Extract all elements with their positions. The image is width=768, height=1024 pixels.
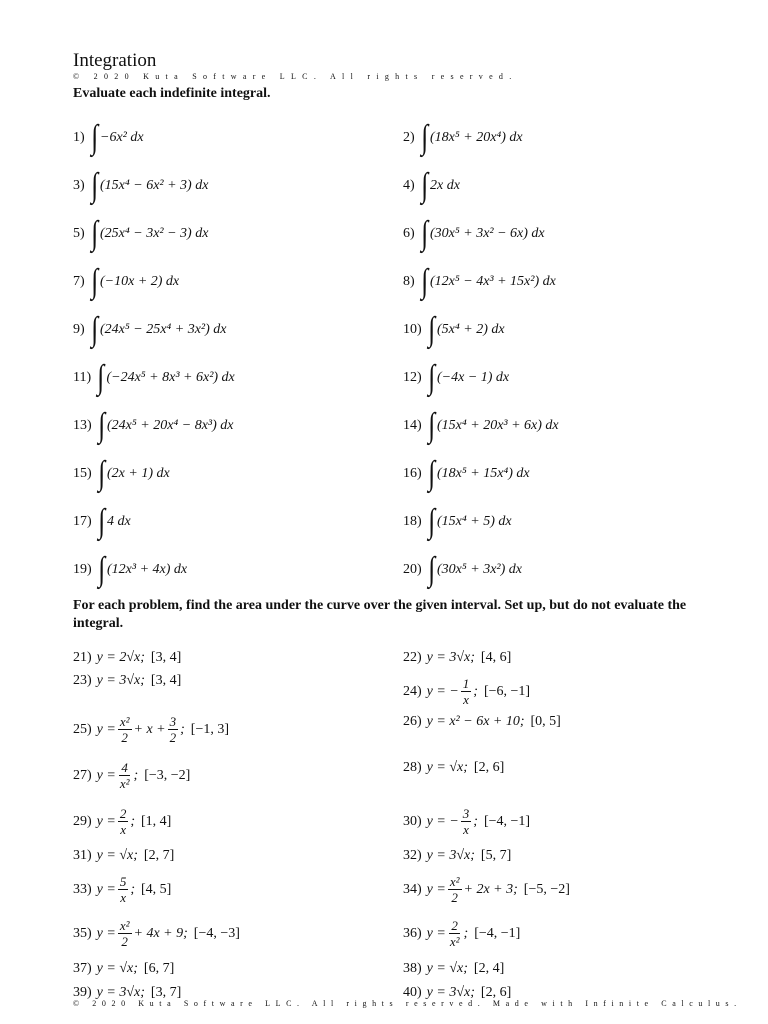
problem-12 [403,359,510,396]
problem-number: 38) [403,961,422,976]
problem-number: 15) [73,466,92,481]
integral-sign-icon: ∫ [420,215,428,252]
integrand: (25x⁴ − 3x² − 3) dx [100,226,209,241]
problem-28 [403,760,504,776]
integral-sign-icon: ∫ [420,119,428,156]
problem-number: 7) [73,274,85,289]
function-expr: y = [96,721,116,737]
problem-number: 33) [73,881,92,897]
function-expr: y = 2√x; [96,650,145,665]
problem-8 [403,263,556,300]
problem-19 [73,551,188,588]
integrand: (15x⁴ + 5) dx [437,514,512,529]
problem-number: 11) [73,370,92,385]
problem-35: 35) y = $\frac{\text{x²}}{2}$ + 4x + 9; [−4, −3] [73,918,240,949]
problem-number: 34) [403,881,422,897]
problem-4 [403,167,460,204]
problem-32 [403,848,511,864]
problem-number: 10) [403,322,422,337]
problem-15 [73,455,170,492]
problem-number: 19) [73,562,92,577]
integral-sign-icon: ∫ [90,311,98,348]
copyright-line: © 2020 Kuta Software LLC. All rights reserved. [73,72,518,81]
problem-14 [403,407,559,444]
problem-24: 24) y = − $\frac{1}{x}$ ; [−6, −1] [403,676,531,707]
problem-number: 4) [403,178,415,193]
problem-number: 37) [73,961,92,976]
interval: [2, 6] [480,985,512,1000]
integral-sign-icon: ∫ [420,167,428,204]
interval: [2, 6] [473,760,505,775]
function-expr: y = √x; [426,760,468,775]
problem-27: 27) y = $\frac{4}{\text{x²}}$ ; [−3, −2] [73,760,191,791]
problem-25: 25) y = $\frac{\text{x²}}{2}$ + x + $\frac{3}{2}$ ; [−1, 3] [73,714,230,745]
integral-sign-icon: ∫ [427,551,435,588]
problem-36: 36) y = $\frac{2}{\text{x²}}$ ; [−4, −1] [403,918,521,949]
problem-34: 34) y = $\frac{\text{x²}}{2}$ + 2x + 3; [−5, −2] [403,874,570,905]
interval: [3, 7] [150,985,182,1000]
integral-sign-icon: ∫ [420,263,428,300]
problem-number: 26) [403,714,422,729]
integrand: (5x⁴ + 2) dx [437,322,505,337]
problem-number: 23) [73,673,92,688]
problem-number: 3) [73,178,85,193]
problem-16 [403,455,530,492]
section1-instruction: Evaluate each indefinite integral. [73,86,271,101]
function-expr: y = 3√x; [426,985,475,1000]
integrand: 2x dx [430,178,460,193]
fraction: $\frac{5}{x}$ [119,874,127,905]
function-expr: y = √x; [96,848,138,863]
problem-number: 30) [403,813,422,829]
problem-26 [403,714,561,730]
problem-20 [403,551,522,588]
integrand: (2x + 1) dx [107,466,170,481]
function-expr: y = − [426,813,459,829]
problem-number: 35) [73,925,92,941]
function-expr: y = 3√x; [96,985,145,1000]
interval: [0, 5] [530,714,561,729]
interval: [−4, −1] [483,813,531,829]
problem-number: 28) [403,760,422,775]
problem-23 [73,673,181,689]
problem-1 [73,119,144,156]
function-expr: y = x² − 6x + 10; [426,714,525,729]
fraction: $\frac{2}{x}$ [119,806,127,837]
problem-10 [403,311,505,348]
integrand: −6x² dx [100,130,144,145]
problem-number: 6) [403,226,415,241]
problem-number: 8) [403,274,415,289]
integral-sign-icon: ∫ [427,359,435,396]
problem-number: 39) [73,985,92,1000]
interval: [−4, −3] [193,925,240,941]
integral-sign-icon: ∫ [97,503,105,540]
problem-number: 5) [73,226,85,241]
problem-3 [73,167,209,204]
problem-number: 27) [73,767,92,783]
integrand: (15x⁴ − 6x² + 3) dx [100,178,209,193]
problem-number: 17) [73,514,92,529]
problem-37 [73,961,174,977]
function-expr: y = [96,881,116,897]
problem-number: 20) [403,562,422,577]
interval: [4, 5] [141,881,172,897]
function-expr: y = 3√x; [426,650,475,665]
function-expr: y = [96,813,116,829]
fraction: $\frac{\text{x²}}{2}$ [119,918,130,949]
problem-number: 1) [73,130,85,145]
problem-33: 33) y = $\frac{5}{x}$ ; [4, 5] [73,874,172,905]
problem-number: 9) [73,322,85,337]
interval: [−5, −2] [523,881,570,897]
problem-number: 22) [403,650,422,665]
interval: [−1, 3] [190,721,230,737]
fraction: $\frac{3}{2}$ [169,714,177,745]
function-expr: y = [426,925,446,941]
function-expr: y = 3√x; [426,848,475,863]
integral-sign-icon: ∫ [97,359,105,396]
integrand: (−10x + 2) dx [100,274,180,289]
function-expr: y = [426,881,446,897]
problem-number: 21) [73,650,92,665]
interval: [4, 6] [480,650,512,665]
problem-30: 30) y = − $\frac{3}{x}$ ; [−4, −1] [403,806,531,837]
problem-13 [73,407,234,444]
integrand: (−4x − 1) dx [437,370,510,385]
function-expr: y = [96,925,116,941]
integrand: (15x⁴ + 20x³ + 6x) dx [437,418,559,433]
problem-number: 13) [73,418,92,433]
problem-number: 29) [73,813,92,829]
problem-number: 31) [73,848,92,863]
problem-9 [73,311,227,348]
problem-7 [73,263,180,300]
integral-sign-icon: ∫ [90,215,98,252]
interval: [3, 4] [150,673,182,688]
problem-number: 12) [403,370,422,385]
problem-18 [403,503,512,540]
problem-6 [403,215,545,252]
problem-number: 24) [403,683,422,699]
integral-sign-icon: ∫ [97,455,105,492]
interval: [2, 7] [143,848,175,863]
problem-11 [73,359,235,396]
function-expr: y = √x; [96,961,138,976]
integral-sign-icon: ∫ [427,407,435,444]
problem-number: 16) [403,466,422,481]
integrand: (12x³ + 4x) dx [107,562,188,577]
integral-sign-icon: ∫ [97,551,105,588]
integrand: (24x⁵ − 25x⁴ + 3x²) dx [100,322,227,337]
interval: [2, 4] [473,961,505,976]
function-expr: y = [96,767,116,783]
problem-38 [403,961,504,977]
integrand: (30x⁵ + 3x² − 6x) dx [430,226,545,241]
problem-29: 29) y = $\frac{2}{x}$ ; [1, 4] [73,806,172,837]
interval: [3, 4] [150,650,182,665]
fraction: $\frac{\text{x²}}{2}$ [449,874,460,905]
problem-number: 18) [403,514,422,529]
function-expr: y = − [426,683,459,699]
fraction: $\frac{4}{\text{x²}}$ [119,760,130,791]
integral-sign-icon: ∫ [90,119,98,156]
problem-22 [403,650,511,666]
interval: [1, 4] [141,813,172,829]
fraction: $\frac{2}{\text{x²}}$ [449,918,460,949]
integral-sign-icon: ∫ [427,311,435,348]
worksheet-title: Integration [73,50,157,71]
integrand: (18x⁵ + 20x⁴) dx [430,130,523,145]
integral-sign-icon: ∫ [427,455,435,492]
interval: [−3, −2] [144,767,191,783]
integral-sign-icon: ∫ [90,167,98,204]
fraction: $\frac{\text{x²}}{2}$ [119,714,130,745]
problem-number: 32) [403,848,422,863]
problem-number: 40) [403,985,422,1000]
fraction: $\frac{1}{x}$ [462,676,470,707]
problem-5 [73,215,209,252]
interval: [5, 7] [480,848,512,863]
footer-copyright: © 2020 Kuta Software LLC. All rights reserved. Made with Infinite Calculus. [73,999,742,1008]
problem-number: 36) [403,925,422,941]
integral-sign-icon: ∫ [90,263,98,300]
integrand: (30x⁵ + 3x²) dx [437,562,522,577]
problem-2 [403,119,523,156]
problem-number: 14) [403,418,422,433]
integrand: (24x⁵ + 20x⁴ − 8x³) dx [107,418,234,433]
interval: [−4, −1] [474,925,521,941]
fraction: $\frac{3}{x}$ [462,806,470,837]
integrand: (18x⁵ + 15x⁴) dx [437,466,530,481]
problem-21 [73,650,181,666]
function-expr: y = √x; [426,961,468,976]
interval: [6, 7] [143,961,175,976]
problem-number: 25) [73,721,92,737]
problem-31 [73,848,174,864]
integrand: (12x⁵ − 4x³ + 15x²) dx [430,274,556,289]
integrand: 4 dx [107,514,131,529]
integral-sign-icon: ∫ [427,503,435,540]
function-expr: y = 3√x; [96,673,145,688]
problem-17 [73,503,131,540]
problem-number: 2) [403,130,415,145]
section2-instruction: For each problem, find the area under the curve over the given interval. Set up, but do not evaluate the integral. [73,598,687,631]
integral-sign-icon: ∫ [97,407,105,444]
integrand: (−24x⁵ + 8x³ + 6x²) dx [106,370,235,385]
interval: [−6, −1] [483,683,531,699]
